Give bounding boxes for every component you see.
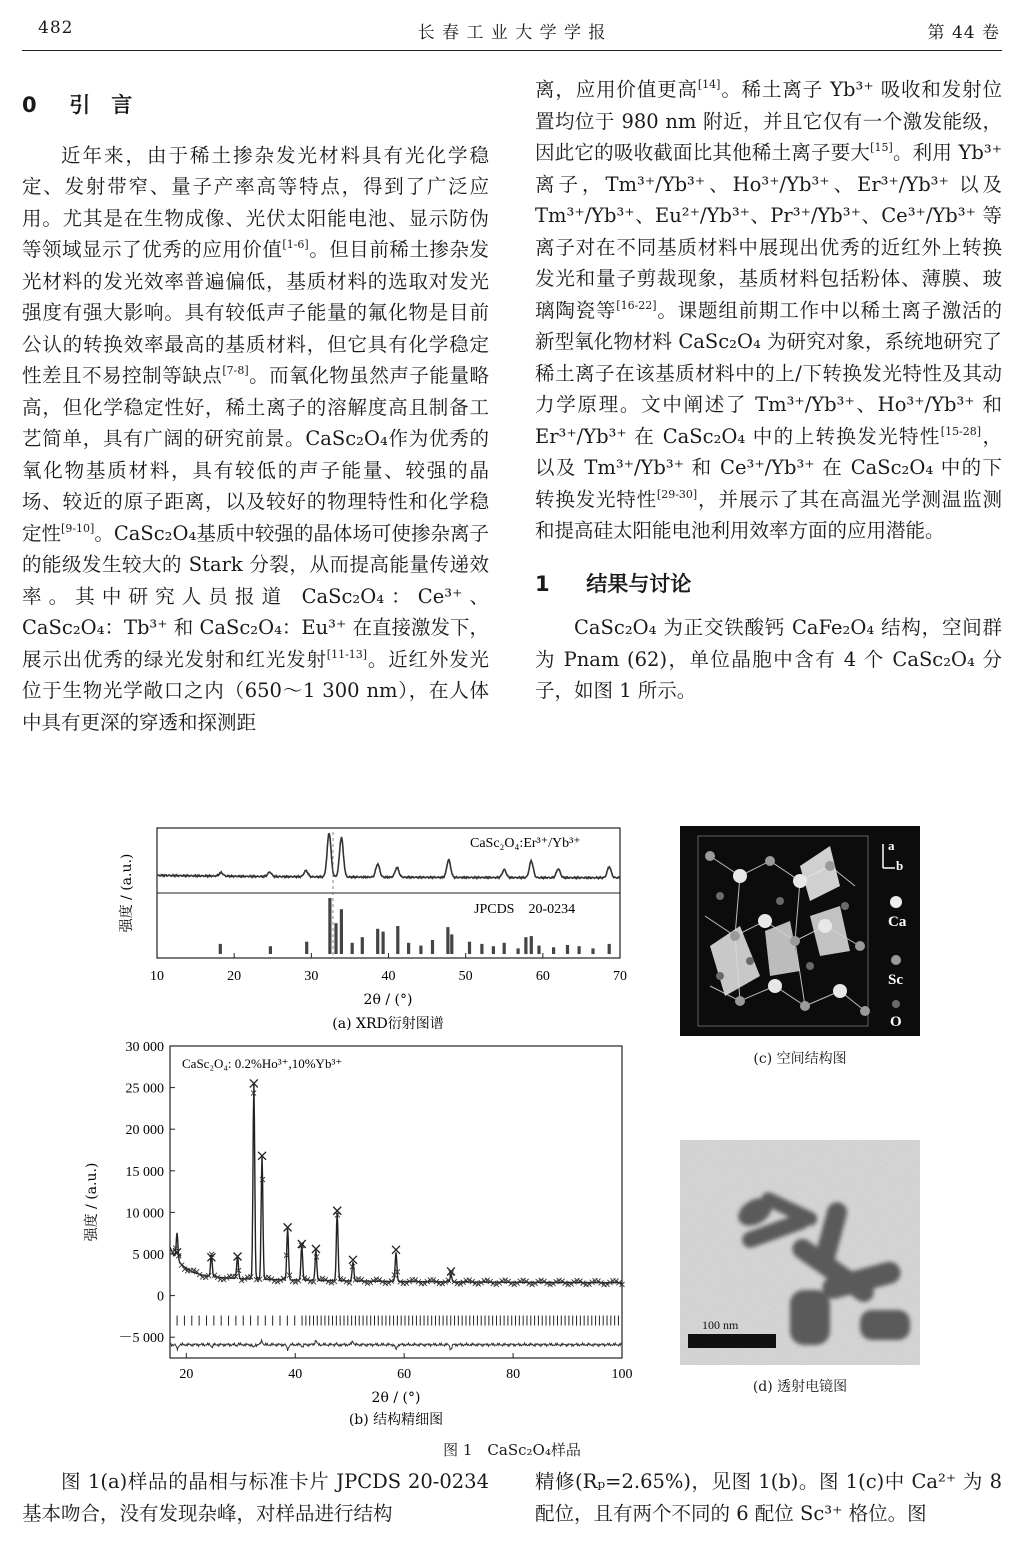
scalebar [688, 1334, 776, 1348]
xrd-reference-bar [305, 942, 308, 954]
refinement-calculated-line [170, 1084, 622, 1283]
xrd-reference-bar [361, 937, 364, 954]
refinement-ytick-label: 30 000 [125, 1040, 164, 1055]
xrd-reference-bar [351, 943, 354, 954]
xrd-reference-bar [503, 943, 506, 954]
xrd-reference-bar [328, 898, 331, 954]
xrd-reference-bar [552, 947, 555, 954]
refinement-legend: CaSc₂O₄: 0.2%Ho³⁺,10%Yb³⁺ [182, 1056, 343, 1071]
crystal-structure-caption: (c) 空间结构图 [753, 1051, 847, 1067]
legend-sc-marker [891, 955, 901, 965]
refinement-ytick-label: 20 000 [125, 1123, 164, 1139]
xrd-reference-bar [591, 948, 594, 954]
xrd-reference-bar [524, 937, 527, 954]
xrd-reference-bar [431, 940, 434, 954]
xrd-reference-bar [537, 946, 540, 954]
volume-label: 第 44 卷 [927, 23, 1000, 43]
refinement-ytick-label: －5 000 [118, 1331, 164, 1347]
xrd-xtick-label: 70 [613, 969, 627, 984]
xrd-xtick-label: 10 [150, 969, 164, 984]
axis-a-label: a [888, 838, 895, 853]
xrd-xtick-label: 50 [458, 969, 473, 984]
xrd-reference-bar [446, 927, 449, 954]
xrd-xtick-label: 60 [535, 969, 550, 984]
xrd-reference-bar [407, 943, 410, 954]
crystal-structure-image [680, 826, 920, 1036]
xrd-chart [110, 820, 640, 1040]
legend-sc-label: Sc [888, 972, 903, 988]
legend-ca-marker [890, 896, 902, 908]
xrd-reference-bar [517, 948, 520, 954]
refinement-xlabel: 2θ / (°) [371, 1390, 421, 1406]
xrd-reference-bar [396, 926, 399, 954]
refinement-xtick-label: 60 [397, 1367, 412, 1382]
bottom-left-text: 图 1(a)样品的晶相与标准卡片 JPCDS 20-0234 基本吻合，没有发现杂峰，对样品进行结构 [22, 1470, 489, 1525]
refinement-ytick-label: 25 000 [125, 1081, 164, 1097]
refinement-difference-line [170, 1340, 622, 1351]
refinement-xtick-label: 20 [179, 1367, 194, 1382]
xrd-xtick-label: 30 [304, 969, 319, 984]
right-paragraph-2: CaSc₂O₄ 为正交铁酸钙 CaFe₂O₄ 结构，空间群为 Pnam (62)，单位晶胞中含有 4 个 CaSc₂O₄ 分子，如图 1 所示。 [535, 616, 1002, 702]
refinement-ytick-label: 15 000 [125, 1164, 164, 1180]
xrd-reference-bar [334, 923, 337, 954]
page-number: 482 [38, 18, 74, 38]
xrd-reference-bar [376, 929, 379, 954]
xrd-ylabel: 强度 / (a.u.) [119, 853, 135, 933]
refinement-xtick-label: 80 [506, 1367, 521, 1382]
legend-o-label: O [890, 1014, 902, 1030]
xrd-reference-bar [340, 909, 343, 954]
section-1-number: 1 [535, 571, 550, 596]
section-1-heading [535, 569, 1002, 601]
xrd-reference-bar [269, 946, 272, 954]
bottom-right-text: 精修(Rₚ=2.65%)，见图 1(b)。图 1(c)中 Ca²⁺ 为 8 配位，且有两个不同的 6 配位 Sc³⁺ 格位。图 [535, 1470, 1002, 1525]
xrd-top-label: CaSc₂O₄:Er³⁺/Yb³⁺ [470, 836, 581, 851]
refinement-ylabel: 强度 / (a.u.) [84, 1162, 100, 1242]
right-paragraph-1: 离，应用价值更高[14]。稀土离子 Yb³⁺ 吸收和发射位置均位于 980 nm 附近，并且它仅有一个激发能级，因此它的吸收截面比其他稀土离子要大[15]。利用 Yb³⁺ 离子，Tm³⁺/Yb³⁺、Ho³⁺/Yb³⁺、Er³⁺/Yb³⁺ 以及 Tm³⁺/Yb³⁺、Eu²⁺/Yb³⁺、Pr³⁺/Yb³⁺、Ce³⁺/Yb³⁺ 等离子对在不同基质材料中展现出优秀的近红外上转换发光和量子剪裁现象，基质材料包括粉体、薄膜、玻璃陶瓷等[16-22]。课题组前期工作中以稀土离子激活的新型氧化物材料 CaSc₂O₄ 为研究对象，系统地研究了稀土离子在该基质材料中的上/下转换发光特性及其动力学原理。文中阐述了 Tm³⁺/Yb³⁺、Ho³⁺/Yb³⁺ 和 Er³⁺/Yb³⁺ 在 CaSc₂O₄ 中的上转换发光特性[15-28]，以及 Tm³⁺/Yb³⁺ 和 Ce³⁺/Yb³⁺ 在 CaSc₂O₄ 中的下转换发光特性[29-30]，并展示了其在高温光学测温监测和提高硅太阳能电池利用效率方面的应用潜能。 [535, 78, 1002, 542]
right-column [535, 74, 1002, 707]
xrd-reference-bar [492, 946, 495, 954]
refinement-caption: (b) 结构精细图 [348, 1412, 444, 1428]
xrd-caption: (a) XRD衍射图谱 [332, 1016, 444, 1032]
section-0-heading [22, 90, 489, 122]
xrd-bottom-label: JPCDS 20-0234 [474, 902, 576, 917]
xrd-xlabel: 2θ / (°) [363, 992, 413, 1008]
refinement-ytick-label: 5 000 [132, 1248, 164, 1263]
left-column [22, 90, 489, 738]
xrd-reference-bar [382, 932, 385, 954]
legend-ca-label: Ca [888, 914, 907, 930]
xrd-reference-bar [566, 945, 569, 954]
tem-image [680, 1140, 920, 1365]
legend-o-marker [892, 1000, 900, 1008]
scalebar-label: 100 nm [702, 1318, 739, 1332]
section-0-number: 0 [22, 93, 37, 117]
xrd-reference-bar [450, 934, 453, 954]
section-1-title: 结果与讨论 [586, 571, 692, 596]
figure-caption: 图 1 CaSc₂O₄样品 [443, 1441, 581, 1459]
refinement-ytick-label: 0 [157, 1289, 164, 1305]
refinement-observed-point [179, 1263, 184, 1268]
xrd-reference-bar [608, 944, 611, 954]
xrd-reference-bar [578, 946, 581, 954]
xrd-reference-bar [480, 944, 483, 954]
xrd-reference-bar [530, 936, 533, 954]
journal-title: 长 春 工 业 大 学 学 报 [417, 23, 607, 43]
refinement-xtick-label: 100 [611, 1367, 633, 1382]
refinement-xtick-label: 40 [288, 1367, 303, 1382]
intro-paragraph: 近年来，由于稀土掺杂发光材料具有光化学稳定、发射带窄、量子产率高等特点，得到了广泛应用。尤其是在生物成像、光伏太阳能电池、显示防伪等领域显示了优秀的应用价值[1-6]。但目前稀土掺杂发光材料的发光效率普遍偏低，基质材料的选取对发光强度有强大影响。具有较低声子能量的氟化物是目前公认的转换效率最高的基质材料，但它具有化学稳定性差且不易控制等缺点[7-8]。而氧化物虽然声子能量略高，但化学稳定性好，稀土离子的溶解度高且制备工艺简单，具有广阔的研究前景。CaSc₂O₄作为优秀的氧化物基质材料，具有较低的声子能量、较强的晶场、较近的原子距离，以及较好的物理特性和化学稳定性[9-10]。CaSc₂O₄基质中较强的晶体场可使掺杂离子的能级发生较大的 Stark 分裂，从而提高能量传递效率。其中研究人员报道 CaSc₂O₄：Ce³⁺、CaSc₂O₄：Tb³⁺ 和 CaSc₂O₄：Eu³⁺ 在直接激发下，展示出优秀的绿光发射和红光发射[11-13]。近红外发光位于生物光学敞口之内（650～1 300 nm），在人体中具有更深的穿透和探测距 [22, 143, 489, 734]
header-rule [22, 50, 1002, 51]
refinement-chart [60, 1036, 640, 1432]
tem-caption: (d) 透射电镜图 [752, 1379, 848, 1395]
xrd-reference-bar [468, 942, 471, 954]
refinement-ytick-label: 10 000 [125, 1206, 164, 1222]
axis-b-label: b [896, 858, 904, 873]
xrd-xtick-label: 20 [227, 969, 242, 984]
xrd-reference-bar [219, 944, 222, 954]
xrd-reference-bar [419, 946, 422, 954]
section-0-title: 引 言 [69, 93, 133, 117]
xrd-xtick-label: 40 [381, 969, 396, 984]
